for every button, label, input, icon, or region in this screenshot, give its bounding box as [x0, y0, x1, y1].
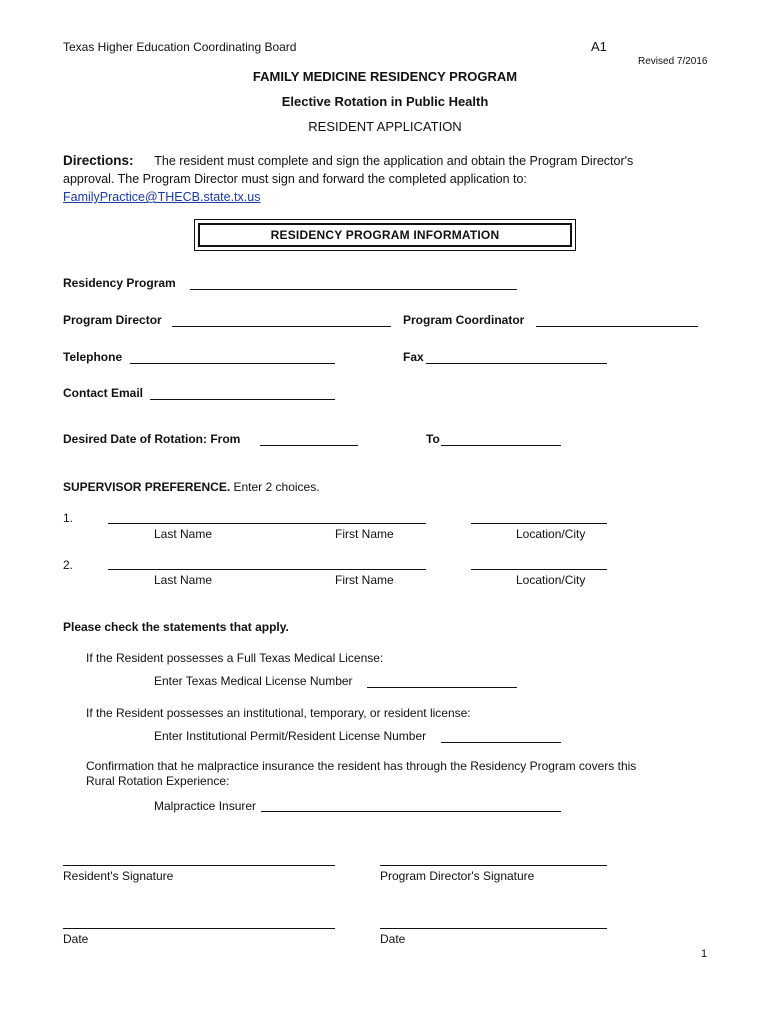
supervisor-heading-rest: Enter 2 choices. — [233, 480, 320, 494]
choice-2-location-field[interactable] — [471, 569, 607, 570]
choice-2-last-name-label: Last Name — [154, 573, 213, 587]
malpractice-insurer-label: Malpractice Insurer — [154, 799, 257, 813]
director-signature-field[interactable] — [380, 865, 607, 866]
director-signature-label: Program Director's Signature — [380, 869, 535, 883]
choice-1-number: 1. — [63, 511, 74, 525]
program-director-field[interactable] — [172, 326, 391, 327]
choice-1-name-field[interactable] — [108, 523, 426, 524]
section-header-box — [194, 219, 576, 251]
choice-1-location-label: Location/City — [516, 527, 586, 541]
full-license-statement: If the Resident possesses a Full Texas Medical License: — [86, 651, 384, 665]
program-coordinator-field[interactable] — [536, 326, 698, 327]
form-code: A1 — [591, 39, 607, 54]
choice-2-first-name-label: First Name — [335, 573, 394, 587]
malpractice-line-2: Rural Rotation Experience: — [86, 774, 230, 788]
resident-date-label: Date — [63, 932, 89, 946]
director-date-label: Date — [380, 932, 406, 946]
program-coordinator-label: Program Coordinator — [403, 313, 525, 327]
institutional-license-number-label: Enter Institutional Permit/Resident License Number — [154, 729, 427, 743]
choice-2-location-label: Location/City — [516, 573, 586, 587]
choice-1-first-name-label: First Name — [335, 527, 394, 541]
malpractice-line-1: Confirmation that he malpractice insurance the resident has through the Residency Program covers this — [86, 759, 637, 773]
rotation-to-label: To — [426, 432, 440, 446]
section-header-title: RESIDENCY PROGRAM INFORMATION — [198, 223, 572, 247]
malpractice-statement — [86, 759, 636, 789]
malpractice-insurer-field[interactable] — [261, 811, 561, 812]
telephone-field[interactable] — [130, 363, 335, 364]
fax-label: Fax — [403, 350, 424, 364]
choice-2-name-field[interactable] — [108, 569, 426, 570]
institutional-license-number-field[interactable] — [441, 742, 561, 743]
resident-signature-field[interactable] — [63, 865, 335, 866]
submission-email-link[interactable]: FamilyPractice@THECB.state.tx.us — [63, 190, 261, 204]
telephone-label: Telephone — [63, 350, 123, 364]
directions-line-1: The resident must complete and sign the application and obtain the Program Director's — [154, 154, 634, 168]
fax-field[interactable] — [426, 363, 607, 364]
full-license-number-field[interactable] — [367, 687, 517, 688]
contact-email-field[interactable] — [150, 399, 335, 400]
full-license-number-label: Enter Texas Medical License Number — [154, 674, 353, 688]
choice-1-location-field[interactable] — [471, 523, 607, 524]
rotation-title: Elective Rotation in Public Health — [281, 94, 489, 109]
statements-heading: Please check the statements that apply. — [63, 620, 289, 634]
rotation-from-label: Desired Date of Rotation: From — [63, 432, 241, 446]
application-title: RESIDENT APPLICATION — [308, 119, 462, 134]
contact-email-label: Contact Email — [63, 386, 144, 400]
rotation-from-field[interactable] — [260, 445, 358, 446]
residency-program-field[interactable] — [190, 289, 517, 290]
directions-block — [63, 152, 723, 206]
page-number: 1 — [701, 948, 708, 960]
choice-2-number: 2. — [63, 558, 74, 572]
institutional-license-statement: If the Resident possesses an institutional, temporary, or resident license: — [86, 706, 471, 720]
directions-line-2: approval. The Program Director must sign and forward the completed application to: — [63, 172, 527, 186]
resident-signature-label: Resident's Signature — [63, 869, 174, 883]
program-director-label: Program Director — [63, 313, 162, 327]
supervisor-heading — [63, 480, 320, 494]
director-date-field[interactable] — [380, 928, 607, 929]
organization-name: Texas Higher Education Coordinating Board — [63, 40, 297, 54]
rotation-to-field[interactable] — [441, 445, 561, 446]
residency-program-label: Residency Program — [63, 276, 176, 290]
supervisor-heading-bold: SUPERVISOR PREFERENCE. — [63, 480, 231, 494]
choice-1-last-name-label: Last Name — [154, 527, 213, 541]
revised-date: Revised 7/2016 — [638, 56, 708, 67]
program-title: FAMILY MEDICINE RESIDENCY PROGRAM — [252, 69, 518, 84]
directions-label: Directions: — [63, 153, 134, 168]
resident-date-field[interactable] — [63, 928, 335, 929]
